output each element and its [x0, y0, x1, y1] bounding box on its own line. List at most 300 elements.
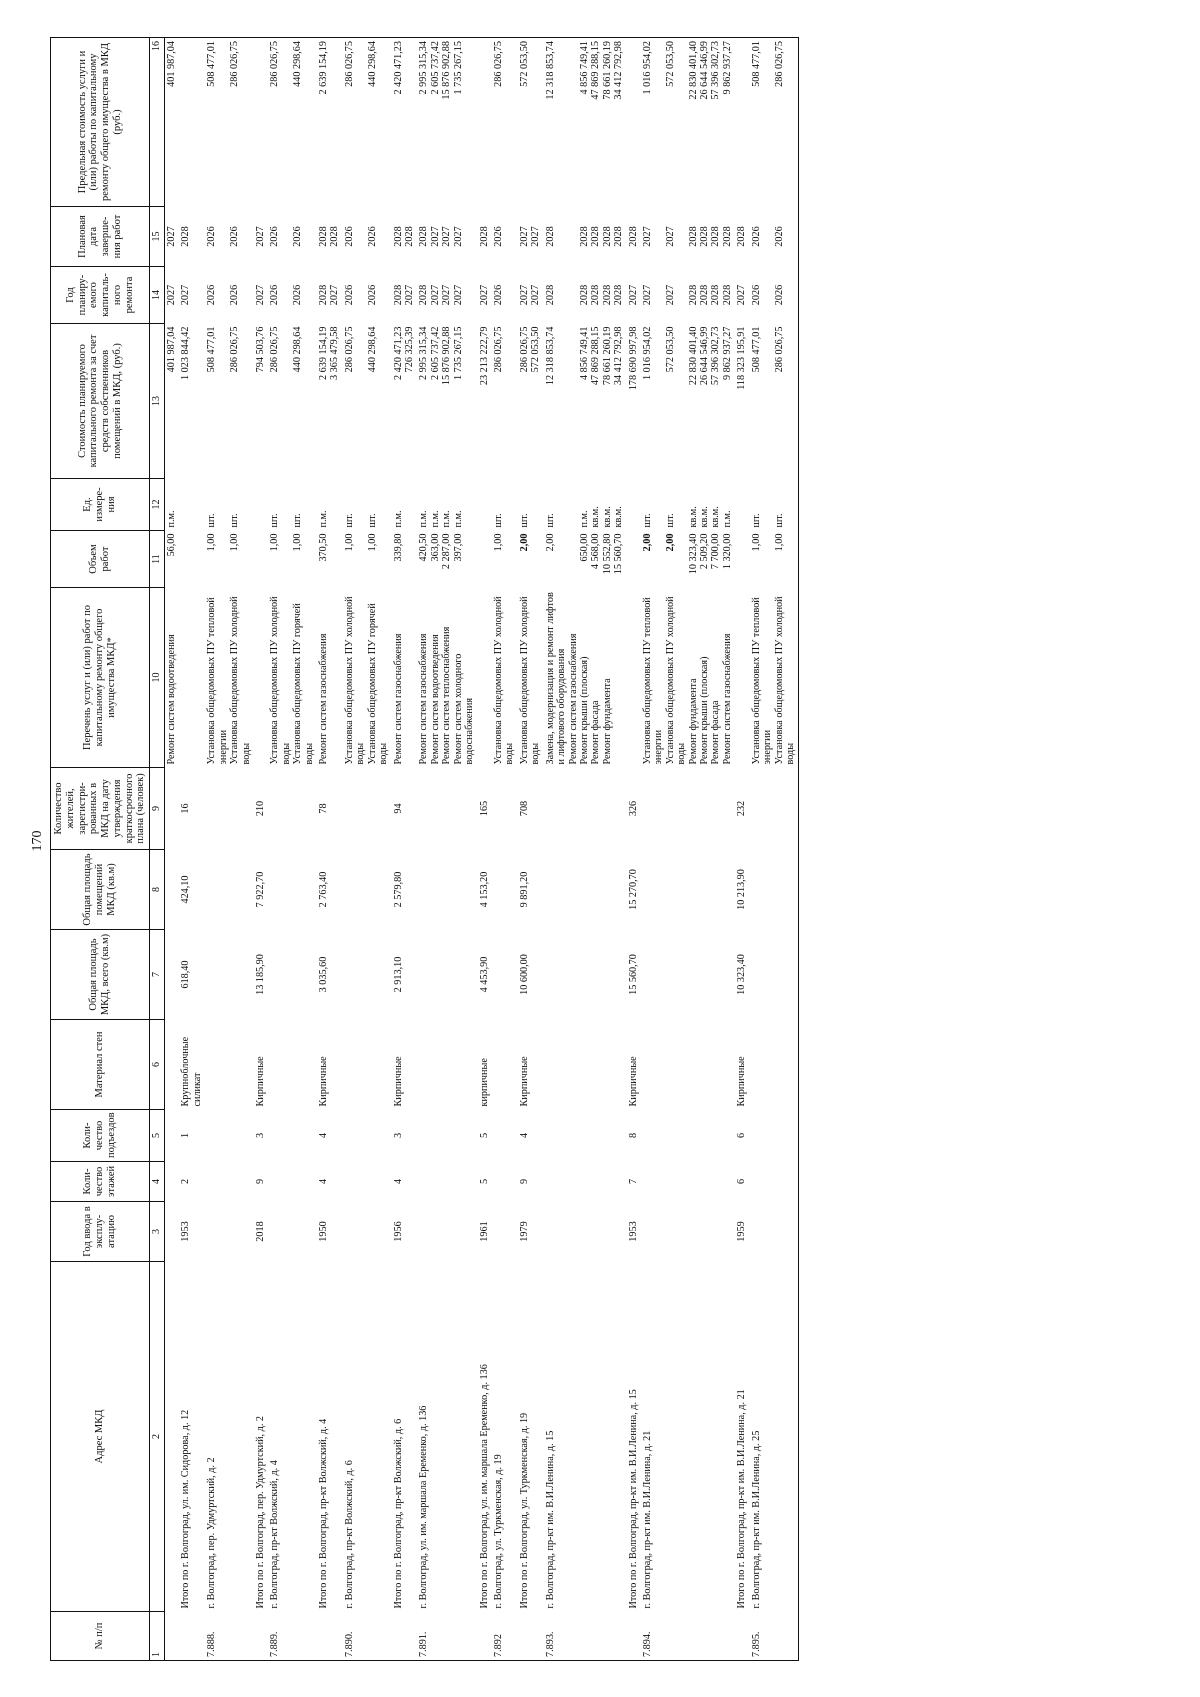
end-year-value: 2027 [664, 226, 676, 247]
plan-year-value: 2026 [773, 284, 785, 306]
limit-list [179, 38, 205, 207]
cost-value: 1 016 954,02 [641, 326, 653, 380]
residents [518, 768, 544, 850]
column-header: Коли-чество этажей [51, 1162, 150, 1202]
column-header: Год планиру-емого капиталь-ного ремонта [51, 267, 150, 324]
works-value: Ремонт фундамента [687, 678, 699, 765]
plan-year-list [317, 267, 343, 324]
works-list [343, 588, 392, 768]
commission-year-text: 1950 [318, 1221, 330, 1242]
column-number: 15 [150, 207, 165, 267]
column-header: Предельная стоимость услуги и (или) работы по капитальному ремонту общего имущества в МКД (руб.) [51, 38, 150, 207]
end-year-extra-value: 2028 [329, 226, 341, 247]
works-value: Установка общедомовых ПУ холодной воды [518, 596, 542, 765]
end-year-list [478, 207, 492, 267]
table-row [641, 38, 735, 1661]
column-header: Ед. измере-ния [51, 479, 150, 531]
rooms-area [268, 850, 317, 930]
cost-value: 2 605 737,42 [429, 326, 441, 380]
limit-value: 12 318 853,74 [544, 41, 556, 100]
column-header: № п/п [51, 1612, 150, 1661]
end-year-value: 2028 [601, 226, 613, 247]
unit-value: кв.м. [601, 506, 613, 528]
plan-year-list [417, 267, 477, 324]
residents [254, 768, 268, 850]
limit-value: 440 298,64 [292, 41, 304, 87]
rooms-area [254, 850, 268, 930]
plan-year-value: 2028 [687, 284, 699, 306]
wall-material-text: Крупноблочные силикат [180, 1036, 203, 1107]
plan-year-list [544, 267, 627, 324]
end-year-value: 2028 [687, 226, 699, 247]
commission-year-text: 1953 [180, 1221, 192, 1242]
volume-list [268, 531, 317, 588]
column-header: Перечень услуг и (или) работ по капитальному ремонту общего имущества МКД* [51, 588, 150, 768]
column-number: 8 [150, 850, 165, 930]
volume-list [544, 531, 627, 588]
table-header [51, 38, 165, 1661]
commission-year [254, 1202, 268, 1262]
unit-list [317, 479, 343, 531]
column-number: 10 [150, 588, 165, 768]
address [492, 1262, 518, 1612]
residents [735, 768, 749, 850]
commission-year [343, 1202, 392, 1262]
works-value: Установка общедомовых ПУ тепловой энергии [641, 597, 665, 765]
unit-value: п.м. [418, 510, 430, 528]
volume-value: 1,00 [366, 533, 378, 552]
address-text: г. Волгоград, пр-кт им. В.И.Ленина, д. 15 [544, 1430, 556, 1609]
page-number: 170 [30, 830, 45, 852]
column-header: Объем работ [51, 531, 150, 588]
row-number [268, 1612, 317, 1661]
works-list [641, 588, 735, 768]
cost-value: 78 661 260,19 [601, 326, 613, 386]
plan-year-value: 2027 [452, 284, 464, 306]
plan-year-list [268, 267, 317, 324]
plan-year-value: 2028 [392, 284, 404, 306]
cost-list [205, 324, 254, 479]
address [343, 1262, 392, 1612]
volume-list [317, 531, 343, 588]
plan-year-value: 2027 [429, 284, 441, 306]
commission-year-text: 1953 [627, 1221, 639, 1242]
cost-list [417, 324, 477, 479]
wall-material-text: Кирпичные [254, 1056, 266, 1107]
unit-list [627, 479, 641, 531]
row-number-text: 7.890. [343, 1631, 355, 1657]
row-number [165, 1612, 180, 1661]
works-value: Установка общедомовых ПУ холодной воды [229, 596, 252, 765]
address [478, 1262, 492, 1612]
end-year-value: 2028 [613, 226, 625, 247]
wall-material [735, 1020, 749, 1110]
works-value: Замена, модернизация и ремонт лифтов и лифтового оборудования [544, 592, 568, 765]
residents-text: 94 [392, 803, 404, 814]
residents [317, 768, 343, 850]
total-area [205, 930, 254, 1020]
volume-value: 1,00 [750, 533, 762, 552]
rooms-area-text: 2 579,80 [392, 871, 404, 908]
floors [343, 1162, 392, 1202]
wall-material [492, 1020, 518, 1110]
volume-value: 2 509,20 [698, 533, 710, 570]
limit-value: 4 856 749,41 [578, 41, 590, 95]
end-year-value: 2026 [492, 226, 504, 247]
column-number: 13 [150, 324, 165, 479]
total-row [478, 38, 492, 1661]
row-number-text: 7.893. [544, 1631, 556, 1657]
floors [417, 1162, 477, 1202]
end-year-value: 2028 [736, 226, 748, 247]
address-text: Итого по г. Волгоград, пр-кт им. В.И.Ленина, д. 21 [736, 1389, 748, 1609]
plan-year-value: 2026 [750, 284, 762, 306]
address [518, 1262, 544, 1612]
address [317, 1262, 343, 1612]
volume-value: 650,00 [578, 533, 590, 562]
end-year-value: 2028 [318, 226, 330, 247]
volume-value: 1,00 [292, 533, 304, 552]
works-list [735, 588, 749, 768]
limit-value: 26 644 546,99 [698, 41, 710, 100]
entrances [343, 1110, 392, 1162]
limit-value: 572 053,50 [664, 41, 676, 87]
limit-list [343, 38, 392, 207]
end-year-list [417, 207, 477, 267]
residents-text: 210 [254, 800, 266, 817]
address [205, 1262, 254, 1612]
works-value: Ремонт систем водоотведения [429, 634, 441, 765]
cost-value: 2 420 471,23 [392, 326, 404, 380]
commission-year [518, 1202, 544, 1262]
entrances-text: 4 [518, 1132, 530, 1139]
rotated-page [50, 38, 1180, 1661]
plan-year-value: 2028 [318, 284, 330, 306]
unit-value: шт. [292, 513, 304, 528]
entrances-text: 3 [392, 1132, 404, 1139]
limit-value: 508 477,01 [206, 41, 218, 87]
table-row [750, 38, 799, 1661]
row-number [317, 1612, 343, 1661]
column-header: Общая площадь МКД, всего (кв.м) [51, 930, 150, 1020]
column-header: Плановая дата заверше-ния работ [51, 207, 150, 267]
cost-list [627, 324, 641, 479]
total-row [317, 38, 343, 1661]
end-year-value: 2027 [452, 226, 464, 247]
wall-material [268, 1020, 317, 1110]
cost-value: 12 318 853,74 [544, 326, 556, 386]
cost-value: 9 862 937,27 [721, 326, 733, 380]
entrances [750, 1110, 799, 1162]
rooms-area [627, 850, 641, 930]
column-number: 7 [150, 930, 165, 1020]
unit-value: шт. [343, 513, 355, 528]
residents [179, 768, 205, 850]
plan-year-value: 2028 [698, 284, 710, 306]
total-area [641, 930, 735, 1020]
volume-value: 56,00 [166, 533, 177, 557]
total-area [544, 930, 627, 1020]
rooms-area [205, 850, 254, 930]
works-value: Ремонт систем водоотведения [166, 634, 177, 765]
end-year-value: 2028 [627, 226, 639, 247]
plan-year-value: 2028 [721, 284, 733, 306]
row-number [641, 1612, 735, 1661]
address-text: г. Волгоград, пр-кт Волжский, д. 4 [269, 1460, 281, 1609]
plan-year-value: 2027 [518, 284, 530, 306]
wall-material [518, 1020, 544, 1110]
end-year-list [518, 207, 544, 267]
residents [544, 768, 627, 850]
address-text: г. Волгоград, пер. Удмуртский, д. 2 [206, 1457, 218, 1609]
works-list [417, 588, 477, 768]
column-number: 6 [150, 1020, 165, 1110]
unit-value: п.м. [392, 510, 404, 528]
total-row [392, 38, 418, 1661]
rooms-area-text: 7 922,70 [254, 871, 266, 908]
rooms-area [417, 850, 477, 930]
volume-list [627, 531, 641, 588]
unit-list [544, 479, 627, 531]
plan-year-value: 2028 [544, 284, 556, 306]
limit-list [627, 38, 641, 207]
address [627, 1262, 641, 1612]
row-number [417, 1612, 477, 1661]
end-year-extra-value: 2027 [530, 226, 542, 247]
volume-value: 339,80 [392, 533, 404, 562]
address [544, 1262, 627, 1612]
entrances-text: 4 [318, 1132, 330, 1139]
wall-material [627, 1020, 641, 1110]
entrances [165, 1110, 180, 1162]
floors [254, 1162, 268, 1202]
address-text: Итого по г. Волгоград, пр-кт Волжский, д. 4 [318, 1418, 330, 1609]
entrances [268, 1110, 317, 1162]
wall-material [641, 1020, 735, 1110]
plan-year-value: 2027 [641, 284, 653, 306]
volume-list [392, 531, 418, 588]
row-number [735, 1612, 749, 1661]
cost-value: 26 644 546,99 [698, 326, 710, 386]
commission-year [492, 1202, 518, 1262]
end-year-value: 2026 [773, 226, 785, 247]
cost-value: 23 213 222,79 [478, 326, 490, 386]
commission-year [627, 1202, 641, 1262]
rooms-area [179, 850, 205, 930]
volume-list [750, 531, 799, 588]
cost-value: 57 396 302,73 [710, 326, 722, 386]
cost-value: 178 690 997,98 [627, 326, 639, 391]
address [641, 1262, 735, 1612]
wall-material [179, 1020, 205, 1110]
end-year-value: 2026 [206, 226, 218, 247]
unit-value: кв.м. [687, 506, 699, 528]
entrances-text: 3 [254, 1132, 266, 1139]
residents [478, 768, 492, 850]
table-row [165, 38, 180, 1661]
table-row [268, 38, 317, 1661]
limit-value: 286 026,75 [229, 41, 241, 87]
rooms-area-text: 2 763,40 [318, 871, 330, 908]
works-list [750, 588, 799, 768]
total-area-text: 4 453,90 [478, 956, 490, 993]
residents-text: 165 [478, 800, 490, 817]
residents-text: 708 [518, 800, 530, 817]
plan-year-value: 2027 [166, 284, 177, 306]
wall-material-text: Кирпичные [392, 1056, 404, 1107]
end-year-list [317, 207, 343, 267]
address [179, 1262, 205, 1612]
residents [417, 768, 477, 850]
works-value: Ремонт систем газоснабжения [392, 633, 404, 765]
cost-value: 286 026,75 [269, 326, 281, 373]
column-header: Материал стен [51, 1020, 150, 1110]
works-value: Ремонт фасада [590, 700, 602, 765]
plan-year-list [205, 267, 254, 324]
cost-value: 286 026,75 [492, 326, 504, 373]
floors [492, 1162, 518, 1202]
total-area [165, 930, 180, 1020]
floors-text: 2 [180, 1178, 192, 1185]
wall-material [317, 1020, 343, 1110]
floors [735, 1162, 749, 1202]
unit-list [179, 479, 205, 531]
floors [478, 1162, 492, 1202]
works-list [627, 588, 641, 768]
volume-value: 2,00 [641, 533, 653, 552]
rooms-area-text: 10 213,90 [736, 869, 748, 910]
table-body [165, 38, 799, 1661]
address [735, 1262, 749, 1612]
end-year-value: 2027 [518, 226, 530, 247]
unit-value: кв.м. [613, 506, 625, 528]
works-value: Ремонт фундамента [601, 678, 613, 765]
cost-list [343, 324, 392, 479]
entrances [417, 1110, 477, 1162]
column-header: Год ввода в эксплу-атацию [51, 1202, 150, 1262]
total-area [179, 930, 205, 1020]
repair-plan-table [50, 37, 799, 1661]
cost-list [492, 324, 518, 479]
floors-text: 5 [478, 1178, 490, 1185]
volume-value: 2 287,00 [441, 533, 453, 570]
commission-year [750, 1202, 799, 1262]
entrances [518, 1110, 544, 1162]
rooms-area [478, 850, 492, 930]
table-row [544, 38, 627, 1661]
cost-value: 286 026,75 [773, 326, 785, 373]
volume-value: 1 320,00 [721, 533, 733, 570]
works-value: Ремонт систем теплоснабжения [441, 626, 453, 765]
column-number: 5 [150, 1110, 165, 1162]
plan-year-list [179, 267, 205, 324]
plan-year-list [254, 267, 268, 324]
address-text: г. Волгоград, ул. им. маршала Еременко, д. 136 [418, 1405, 430, 1609]
total-area [254, 930, 268, 1020]
volume-value: 1,00 [492, 533, 504, 552]
end-year-list [392, 207, 418, 267]
table-row [343, 38, 392, 1661]
end-year-list [165, 207, 180, 267]
end-year-list [735, 207, 749, 267]
residents-text: 16 [180, 803, 192, 814]
entrances [492, 1110, 518, 1162]
works-value: Установка общедомовых ПУ холодной воды [773, 596, 797, 765]
rooms-area [641, 850, 735, 930]
entrances [641, 1110, 735, 1162]
commission-year [641, 1202, 735, 1262]
cost-value: 15 876 902,88 [441, 326, 453, 386]
plan-year-value: 2026 [206, 284, 218, 306]
unit-value: шт. [641, 513, 653, 528]
works-value: Установка общедомовых ПУ горячей воды [366, 603, 390, 765]
unit-list [478, 479, 492, 531]
volume-list [417, 531, 477, 588]
row-number [205, 1612, 254, 1661]
works-list [268, 588, 317, 768]
limit-list [735, 38, 749, 207]
row-number-text: 7.888. [206, 1631, 218, 1657]
entrances [627, 1110, 641, 1162]
unit-list [343, 479, 392, 531]
cost-value: 286 026,75 [518, 326, 530, 373]
rooms-area [317, 850, 343, 930]
limit-list [518, 38, 544, 207]
limit-value: 440 298,64 [366, 41, 378, 87]
residents [205, 768, 254, 850]
cost-value: 2 639 154,19 [318, 326, 330, 380]
plan-year-list [627, 267, 641, 324]
floors [317, 1162, 343, 1202]
unit-list [417, 479, 477, 531]
unit-value: кв.м. [698, 506, 710, 528]
volume-value: 397,00 [452, 533, 464, 562]
row-number [492, 1612, 518, 1661]
total-area [417, 930, 477, 1020]
cost-list [165, 324, 180, 479]
end-year-value: 2026 [343, 226, 355, 247]
end-year-list [544, 207, 627, 267]
works-value: Ремонт систем холодного водоснабжения [452, 653, 476, 765]
table-row [492, 38, 518, 1661]
floors [518, 1162, 544, 1202]
end-year-value: 2027 [254, 226, 266, 247]
end-year-value: 2028 [392, 226, 404, 247]
cost-value: 794 503,76 [254, 326, 266, 373]
wall-material [417, 1020, 477, 1110]
unit-list [268, 479, 317, 531]
volume-value: 363,00 [429, 533, 441, 562]
wall-material-text: Кирпичные [318, 1056, 330, 1107]
unit-value: шт. [544, 513, 556, 528]
plan-year-value: 2026 [292, 284, 304, 306]
residents-text: 326 [627, 800, 639, 817]
column-number-row [150, 38, 165, 1661]
cost-list [750, 324, 799, 479]
column-header: Количество жителей, зарегистри-рованных в МКД на дату утверждения краткосрочного плана (человек) [51, 768, 150, 850]
volume-value: 10 552,80 [601, 533, 613, 575]
end-year-value: 2028 [478, 226, 490, 247]
plan-year-value: 2028 [601, 284, 613, 306]
entrances [544, 1110, 627, 1162]
floors [205, 1162, 254, 1202]
end-year-list [750, 207, 799, 267]
row-number [179, 1612, 205, 1661]
row-number-text: 7.892 [492, 1634, 504, 1657]
unit-list [205, 479, 254, 531]
entrances [254, 1110, 268, 1162]
rooms-area-text: 424,10 [180, 875, 192, 904]
